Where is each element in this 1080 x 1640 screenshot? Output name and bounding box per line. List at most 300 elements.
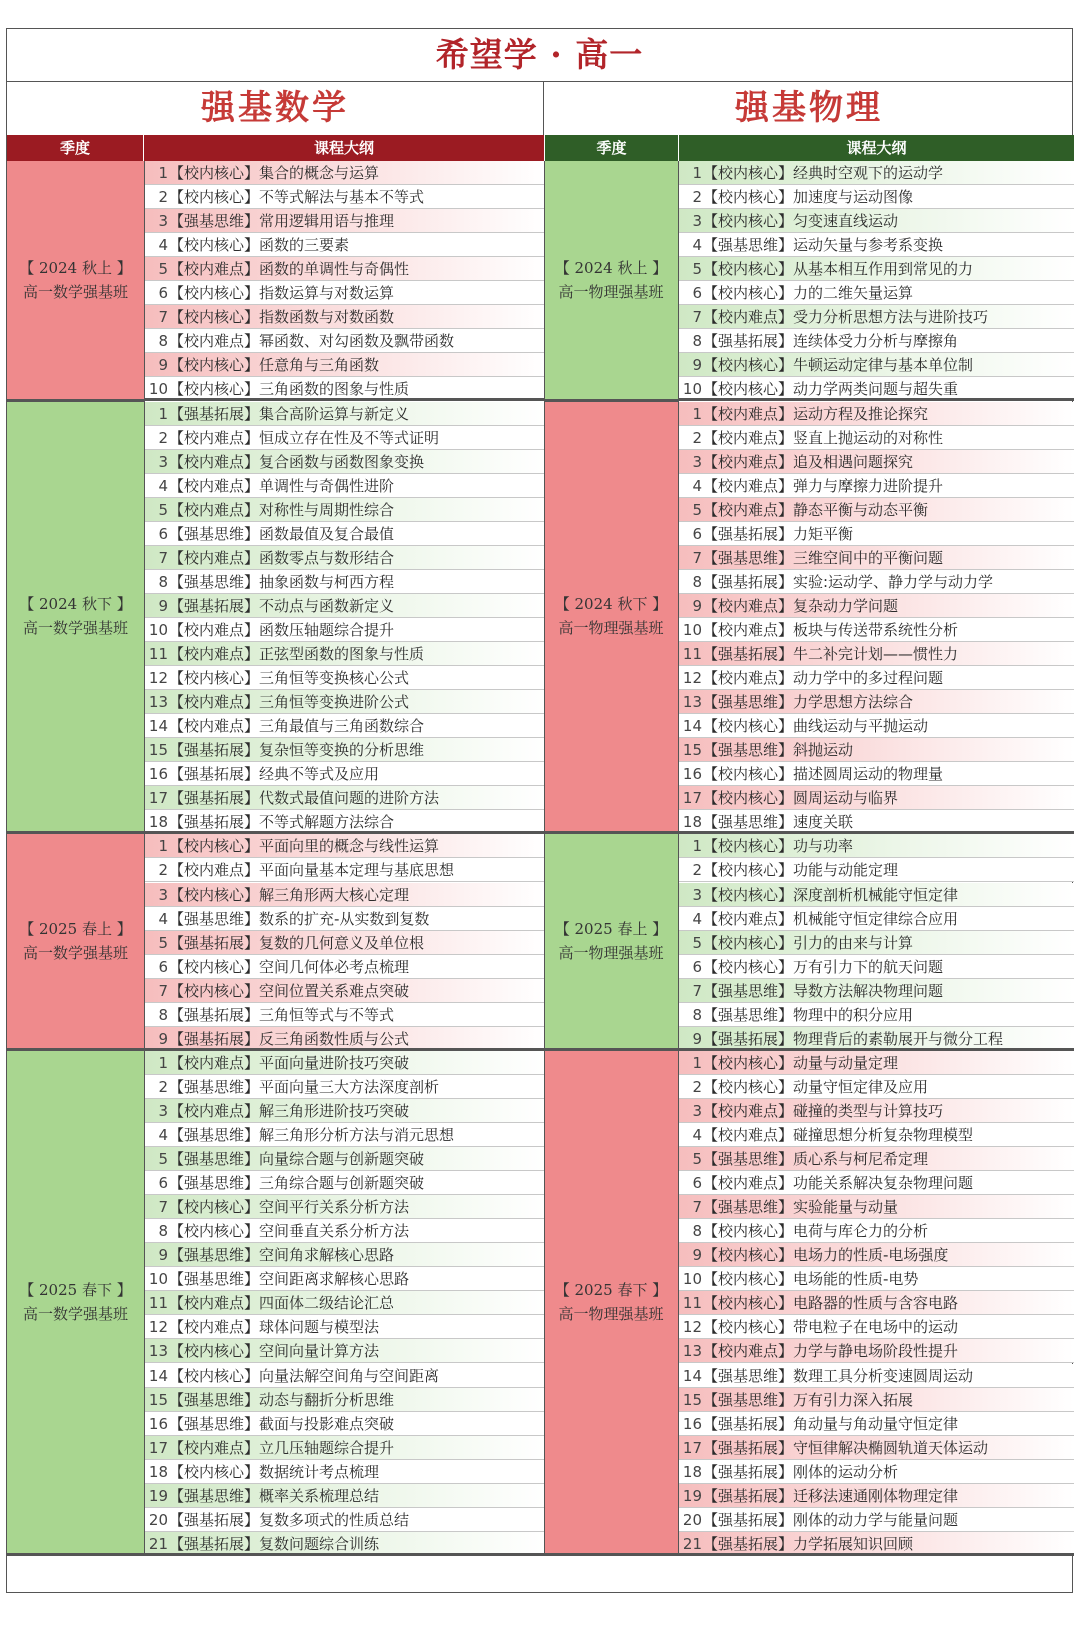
lesson-title: 【校内核心】动力学两类问题与超失重	[703, 380, 959, 399]
math-season-header: 季度	[7, 135, 143, 161]
physics-lesson-row	[678, 498, 1074, 522]
lesson-title: 【校内难点】弹力与摩擦力进阶提升	[703, 476, 944, 495]
lesson-number: 1	[692, 837, 702, 856]
lesson-title: 【强基拓展】不动点与函数新定义	[169, 596, 395, 615]
physics-season-class-name: 高一物理强基班	[558, 282, 664, 301]
lesson-title: 【校内核心】深度剖析机械能守恒定律	[703, 885, 959, 904]
physics-lesson-row	[678, 594, 1074, 618]
lesson-title: 【强基拓展】连续体受力分析与摩擦角	[703, 332, 959, 351]
math-season-term: 【 2025 春上 】	[19, 920, 132, 939]
physics-season-cell	[544, 402, 678, 835]
lesson-number: 10	[148, 1270, 168, 1289]
lesson-title: 【校内核心】加速度与运动图像	[703, 188, 914, 207]
lesson-title: 【强基思维】平面向量三大方法深度剖析	[169, 1077, 440, 1096]
lesson-number: 2	[158, 861, 168, 880]
lesson-number: 9	[158, 596, 168, 615]
lesson-number: 6	[692, 284, 702, 303]
lesson-number: 8	[158, 332, 168, 351]
math-column-divider	[144, 161, 145, 1556]
lesson-title: 【校内核心】空间平行关系分析方法	[169, 1198, 410, 1217]
math-lesson-row	[144, 1267, 544, 1291]
lesson-title: 【校内难点】平面向量进阶技巧突破	[169, 1053, 410, 1072]
lesson-number: 1	[692, 164, 702, 182]
lesson-title: 【校内核心】电场能的性质-电势	[703, 1270, 919, 1289]
lesson-number: 7	[158, 308, 168, 327]
physics-lesson-row	[678, 714, 1074, 738]
math-lesson-row	[144, 161, 544, 185]
lesson-number: 21	[148, 1534, 168, 1553]
lesson-title: 【校内难点】函数的单调性与奇偶性	[169, 260, 410, 279]
lesson-number: 6	[158, 957, 168, 976]
lesson-title: 【校内难点】单调性与奇偶性进阶	[169, 476, 395, 495]
lesson-title: 【校内核心】动量与动量定理	[703, 1053, 899, 1072]
lesson-title: 【校内核心】动量守恒定律及应用	[703, 1077, 929, 1096]
lesson-title: 【强基思维】斜抛运动	[703, 741, 854, 760]
lesson-title: 【强基思维】抽象函数与柯西方程	[169, 572, 395, 591]
lesson-title: 【校内难点】对称性与周期性综合	[169, 500, 395, 519]
physics-lesson-row	[678, 1003, 1074, 1027]
math-lesson-row	[144, 594, 544, 618]
physics-lesson-row	[678, 1243, 1074, 1267]
math-lesson-row	[144, 1243, 544, 1267]
math-lesson-row	[144, 305, 544, 329]
lesson-number: 18	[682, 1462, 702, 1481]
physics-lesson-row	[678, 305, 1074, 329]
math-lesson-row	[144, 185, 544, 209]
lesson-title: 【强基思维】万有引力深入拓展	[703, 1390, 914, 1409]
physics-lesson-row	[678, 1123, 1074, 1147]
math-lesson-row	[144, 907, 544, 931]
lesson-title: 【校内难点】三角最值与三角函数综合	[169, 717, 425, 736]
lesson-title: 【强基思维】实验能量与动量	[703, 1198, 899, 1217]
lesson-number: 15	[682, 741, 702, 760]
lesson-number: 9	[692, 596, 702, 615]
physics-lesson-row	[678, 1436, 1074, 1460]
lesson-number: 3	[692, 212, 702, 231]
lesson-title: 【校内难点】碰撞思想分析复杂物理模型	[703, 1126, 974, 1144]
math-lesson-row	[144, 570, 544, 594]
lesson-number: 8	[692, 1005, 702, 1024]
physics-lesson-row	[678, 257, 1074, 281]
lesson-title: 【校内核心】不等式解法与基本不等式	[169, 188, 425, 207]
lesson-title: 【校内核心】数据统计考点梳理	[169, 1462, 380, 1481]
lesson-number: 7	[158, 548, 168, 567]
lesson-number: 6	[692, 957, 702, 976]
lesson-title: 【强基拓展】复数的几何意义及单位根	[169, 933, 425, 952]
math-lesson-row	[144, 1291, 544, 1315]
lesson-title: 【强基拓展】三角恒等式与不等式	[169, 1005, 395, 1024]
lesson-title: 【校内难点】碰撞的类型与计算技巧	[703, 1101, 944, 1120]
lesson-number: 15	[148, 741, 168, 760]
math-lesson-row	[144, 474, 544, 498]
lesson-title: 【校内核心】指数函数与对数函数	[169, 308, 395, 327]
lesson-title: 【校内核心】函数的三要素	[169, 236, 350, 255]
lesson-number: 2	[692, 428, 702, 447]
lesson-number: 20	[148, 1510, 168, 1529]
lesson-title: 【校内核心】牛顿运动定律与基本单位制	[703, 356, 974, 375]
physics-lesson-row	[678, 1051, 1074, 1075]
lesson-title: 【强基思维】动态与翻折分析思维	[169, 1390, 395, 1409]
math-lesson-row	[144, 858, 544, 882]
physics-lesson-row	[678, 522, 1074, 546]
lesson-number: 8	[692, 332, 702, 351]
math-lesson-row	[144, 522, 544, 546]
physics-lesson-row	[678, 690, 1074, 714]
math-lesson-row	[144, 1532, 544, 1556]
lesson-number: 14	[148, 717, 168, 736]
math-outline-header: 课程大纲	[144, 135, 544, 161]
lesson-title: 【校内核心】向量法解空间角与空间距离	[169, 1366, 440, 1385]
lesson-title: 【强基思维】数理工具分析变速圆周运动	[703, 1366, 974, 1385]
lesson-number: 21	[682, 1534, 702, 1553]
physics-lesson-row	[678, 1460, 1074, 1484]
physics-lesson-row	[678, 570, 1074, 594]
math-lesson-row	[144, 931, 544, 955]
lesson-title: 【强基思维】向量综合题与创新题突破	[169, 1150, 425, 1169]
math-lesson-row	[144, 955, 544, 979]
math-season-class-name: 高一数学强基班	[22, 1304, 128, 1323]
lesson-number: 20	[682, 1510, 702, 1529]
lesson-title: 【校内难点】板块与传送带系统性分析	[703, 620, 959, 639]
lesson-title: 【强基思维】运动矢量与参考系变换	[703, 236, 944, 255]
lesson-title: 【校内核心】任意角与三角函数	[169, 356, 380, 375]
lesson-title: 【校内核心】三角函数的图象与性质	[169, 380, 410, 399]
math-season-cell	[7, 834, 144, 1050]
lesson-title: 【强基拓展】守恒律解决椭圆轨道天体运动	[703, 1438, 989, 1457]
lesson-number: 3	[692, 452, 702, 471]
lesson-number: 13	[682, 693, 702, 712]
lesson-title: 【校内难点】复合函数与函数图象变换	[169, 452, 425, 471]
lesson-title: 【强基思维】空间距离求解核心思路	[169, 1270, 410, 1289]
lesson-title: 【校内难点】正弦型函数的图象与性质	[169, 645, 425, 663]
lesson-title: 【校内核心】空间向量计算方法	[169, 1342, 380, 1361]
math-season-term: 【 2024 秋下 】	[19, 595, 132, 614]
physics-lesson-row	[678, 1027, 1074, 1051]
lesson-title: 【强基拓展】复数问题综合训练	[169, 1534, 380, 1553]
lesson-title: 【校内难点】动力学中的多过程问题	[703, 669, 944, 688]
lesson-number: 14	[682, 1366, 702, 1385]
physics-lesson-row	[678, 546, 1074, 570]
lesson-title: 【校内难点】追及相遇问题探究	[703, 452, 914, 471]
lesson-title: 【校内核心】电荷与库仑力的分析	[703, 1222, 929, 1241]
lesson-title: 【强基拓展】刚体的动力学与能量问题	[703, 1510, 959, 1529]
lesson-title: 【校内核心】空间垂直关系分析方法	[169, 1222, 410, 1241]
physics-lesson-row	[678, 1412, 1074, 1436]
lesson-title: 【强基拓展】角动量与角动量守恒定律	[703, 1414, 959, 1433]
math-lesson-row	[144, 546, 544, 570]
lesson-number: 9	[158, 1246, 168, 1265]
lesson-number: 8	[158, 572, 168, 591]
math-lesson-row	[144, 690, 544, 714]
physics-lesson-row	[678, 1532, 1074, 1556]
lesson-title: 【强基思维】概率关系梳理总结	[169, 1486, 380, 1505]
physics-lesson-row	[678, 474, 1074, 498]
lesson-number: 4	[158, 476, 168, 495]
physics-lesson-row	[678, 1195, 1074, 1219]
lesson-number: 6	[692, 524, 702, 543]
lesson-number: 17	[682, 789, 702, 808]
lesson-number: 14	[682, 717, 702, 736]
physics-lesson-row	[678, 979, 1074, 1003]
lesson-title: 【校内核心】带电粒子在电场中的运动	[703, 1318, 959, 1337]
lesson-number: 7	[692, 981, 702, 1000]
physics-lesson-row	[678, 1339, 1074, 1363]
lesson-number: 17	[148, 789, 168, 808]
physics-lesson-row	[678, 738, 1074, 762]
math-lesson-row	[144, 883, 544, 907]
lesson-title: 【强基思维】质心系与柯尼希定理	[703, 1150, 929, 1169]
physics-season-class-name: 高一物理强基班	[558, 619, 664, 638]
lesson-title: 【校内难点】幂函数、对勾函数及飘带函数	[169, 332, 455, 351]
lesson-title: 【强基思维】三角综合题与创新题突破	[169, 1174, 425, 1193]
physics-season-class-name: 高一物理强基班	[558, 1304, 664, 1323]
lesson-title: 【强基拓展】迁移法速通刚体物理定律	[703, 1486, 959, 1505]
math-lesson-row	[144, 1315, 544, 1339]
physics-outline-header: 课程大纲	[679, 135, 1074, 161]
physics-lesson-row	[678, 185, 1074, 209]
physics-column-divider	[678, 161, 679, 1556]
lesson-number: 13	[148, 1342, 168, 1361]
lesson-number: 16	[148, 765, 168, 784]
lesson-number: 4	[692, 1126, 702, 1144]
lesson-title: 【校内难点】功能关系解决复杂物理问题	[703, 1174, 974, 1193]
lesson-number: 9	[692, 1029, 702, 1048]
math-lesson-row	[144, 209, 544, 233]
physics-lesson-row	[678, 810, 1074, 834]
math-lesson-row	[144, 257, 544, 281]
lesson-number: 1	[158, 1053, 168, 1072]
subject-divider	[544, 161, 545, 1556]
physics-season-header: 季度	[545, 135, 678, 161]
math-lesson-row	[144, 450, 544, 474]
lesson-title: 【强基思维】空间角求解核心思路	[169, 1246, 395, 1265]
lesson-title: 【校内核心】空间位置关系难点突破	[169, 981, 410, 1000]
lesson-title: 【强基思维】函数最值及复合最值	[169, 524, 395, 543]
lesson-number: 1	[158, 404, 168, 423]
physics-lesson-row	[678, 666, 1074, 690]
lesson-number: 5	[692, 260, 702, 279]
math-lesson-row	[144, 642, 544, 666]
lesson-title: 【校内难点】机械能守恒定律综合应用	[703, 909, 959, 928]
math-lesson-row	[144, 834, 544, 858]
lesson-number: 16	[682, 1414, 702, 1433]
lesson-title: 【校内核心】匀变速直线运动	[703, 212, 899, 231]
lesson-number: 7	[158, 1198, 168, 1217]
physics-lesson-row	[678, 402, 1074, 426]
math-lesson-row	[144, 1003, 544, 1027]
lesson-number: 7	[692, 548, 702, 567]
lesson-title: 【强基拓展】实验:运动学、静力学与动力学	[703, 572, 994, 591]
lesson-number: 10	[682, 620, 702, 639]
lesson-title: 【校内核心】集合的概念与运算	[169, 164, 380, 182]
physics-lesson-row	[678, 1484, 1074, 1508]
lesson-title: 【校内核心】解三角形两大核心定理	[169, 885, 410, 904]
lesson-title: 【校内核心】万有引力下的航天问题	[703, 957, 944, 976]
lesson-title: 【强基拓展】力矩平衡	[703, 524, 854, 543]
lesson-title: 【校内难点】函数零点与数形结合	[169, 548, 395, 567]
lesson-title: 【校内难点】三角恒等变换进阶公式	[169, 693, 410, 712]
lesson-title: 【强基思维】物理中的积分应用	[703, 1005, 914, 1024]
lesson-number: 6	[158, 524, 168, 543]
math-lesson-row	[144, 666, 544, 690]
lesson-title: 【校内难点】解三角形进阶技巧突破	[169, 1101, 410, 1120]
lesson-title: 【校内难点】竖直上抛运动的对称性	[703, 428, 944, 447]
math-lesson-row	[144, 1027, 544, 1051]
lesson-number: 18	[148, 1462, 168, 1481]
math-lesson-row	[144, 426, 544, 450]
physics-lesson-row	[678, 642, 1074, 666]
physics-lesson-row	[678, 209, 1074, 233]
math-lesson-row	[144, 498, 544, 522]
physics-lesson-row	[678, 1099, 1074, 1123]
lesson-title: 【强基思维】解三角形分析方法与消元思想	[169, 1126, 455, 1144]
physics-lesson-row	[678, 1291, 1074, 1315]
physics-lesson-row	[678, 329, 1074, 353]
lesson-number: 3	[158, 452, 168, 471]
lesson-title: 【强基拓展】复数多项式的性质总结	[169, 1510, 410, 1529]
physics-lesson-row	[678, 1267, 1074, 1291]
lesson-title: 【强基拓展】复杂恒等变换的分析思维	[169, 741, 425, 760]
lesson-title: 【强基思维】速度关联	[703, 813, 854, 832]
lesson-number: 3	[692, 885, 702, 904]
physics-lesson-row	[678, 281, 1074, 305]
page-title: 希望学 · 高一	[7, 29, 1072, 82]
lesson-title: 【强基思维】三维空间中的平衡问题	[703, 548, 944, 567]
math-season-class-name: 高一数学强基班	[22, 282, 128, 301]
physics-lesson-row	[678, 377, 1074, 401]
physics-lesson-row	[678, 786, 1074, 810]
math-lesson-row	[144, 1099, 544, 1123]
lesson-number: 4	[692, 236, 702, 255]
lesson-number: 6	[692, 1174, 702, 1193]
lesson-number: 2	[692, 1077, 702, 1096]
lesson-number: 8	[692, 572, 702, 591]
lesson-number: 6	[158, 1174, 168, 1193]
math-lesson-row	[144, 1051, 544, 1075]
lesson-number: 1	[692, 404, 702, 423]
math-lesson-row	[144, 1364, 544, 1388]
lesson-number: 16	[682, 765, 702, 784]
physics-lesson-row	[678, 1171, 1074, 1195]
physics-season-term: 【 2024 秋下 】	[554, 595, 668, 614]
lesson-title: 【强基拓展】牛二补完计划——惯性力	[703, 645, 959, 663]
lesson-number: 12	[148, 669, 168, 688]
lesson-number: 4	[158, 1126, 168, 1144]
lesson-title: 【强基思维】常用逻辑用语与推理	[169, 212, 395, 231]
lesson-number: 15	[682, 1390, 702, 1409]
lesson-number: 18	[682, 813, 702, 832]
lesson-number: 5	[158, 1150, 168, 1169]
lesson-title: 【校内核心】空间几何体必考点梳理	[169, 957, 410, 976]
lesson-title: 【校内核心】电路器的性质与含容电路	[703, 1294, 959, 1313]
lesson-title: 【校内难点】恒成立存在性及不等式证明	[169, 428, 440, 447]
lesson-title: 【校内难点】静态平衡与动态平衡	[703, 500, 929, 519]
math-season-term: 【 2025 春下 】	[19, 1280, 132, 1299]
physics-season-term: 【 2025 春下 】	[554, 1280, 668, 1299]
lesson-number: 13	[682, 1342, 702, 1361]
lesson-title: 【强基拓展】集合高阶运算与新定义	[169, 404, 410, 423]
lesson-number: 4	[158, 909, 168, 928]
lesson-number: 7	[692, 1198, 702, 1217]
physics-lesson-row	[678, 1147, 1074, 1171]
lesson-number: 8	[158, 1222, 168, 1241]
physics-lesson-row	[678, 1508, 1074, 1532]
math-season-class-name: 高一数学强基班	[22, 944, 128, 963]
lesson-title: 【强基思维】导数方法解决物理问题	[703, 981, 944, 1000]
lesson-title: 【强基拓展】反三角函数性质与公式	[169, 1029, 410, 1048]
lesson-number: 5	[692, 933, 702, 952]
physics-lesson-row	[678, 883, 1074, 907]
math-lesson-row	[144, 738, 544, 762]
lesson-number: 16	[148, 1414, 168, 1433]
lesson-title: 【强基拓展】代数式最值问题的进阶方法	[169, 789, 440, 808]
lesson-title: 【校内核心】功能与动能定理	[703, 861, 899, 880]
physics-lesson-row	[678, 955, 1074, 979]
math-lesson-row	[144, 1339, 544, 1363]
lesson-number: 3	[158, 212, 168, 231]
physics-lesson-row	[678, 426, 1074, 450]
lesson-title: 【校内核心】功与功率	[703, 837, 854, 856]
lesson-title: 【校内难点】函数压轴题综合提升	[169, 620, 395, 639]
lesson-title: 【校内难点】运动方程及推论探究	[703, 404, 929, 423]
lesson-number: 11	[148, 645, 168, 663]
lesson-title: 【校内难点】受力分析思想方法与进阶技巧	[703, 308, 989, 327]
lesson-title: 【校内难点】平面向量基本定理与基底思想	[169, 861, 455, 880]
lesson-title: 【校内难点】四面体二级结论汇总	[169, 1294, 395, 1313]
lesson-title: 【校内难点】力学与静电场阶段性提升	[703, 1342, 959, 1361]
lesson-title: 【校内核心】电场力的性质-电场强度	[703, 1246, 949, 1265]
lesson-number: 6	[158, 284, 168, 303]
math-lesson-row	[144, 618, 544, 642]
math-lesson-row	[144, 762, 544, 786]
lesson-number: 14	[148, 1366, 168, 1385]
lesson-number: 10	[682, 380, 702, 399]
lesson-number: 13	[148, 693, 168, 712]
math-lesson-row	[144, 1508, 544, 1532]
lesson-number: 1	[158, 837, 168, 856]
lesson-title: 【强基拓展】物理背后的素勒展开与微分工程	[703, 1029, 1004, 1048]
lesson-number: 7	[692, 308, 702, 327]
lesson-title: 【校内难点】复杂动力学问题	[703, 596, 899, 615]
physics-season-term: 【 2025 春上 】	[554, 920, 668, 939]
math-lesson-row	[144, 810, 544, 834]
math-season-cell	[7, 402, 144, 835]
physics-lesson-row	[678, 233, 1074, 257]
math-lesson-row	[144, 402, 544, 426]
lesson-number: 3	[158, 885, 168, 904]
lesson-number: 5	[158, 933, 168, 952]
math-season-term: 【 2024 秋上 】	[19, 258, 132, 277]
lesson-number: 2	[158, 1077, 168, 1096]
math-lesson-row	[144, 1484, 544, 1508]
lesson-number: 7	[158, 981, 168, 1000]
physics-lesson-row	[678, 1219, 1074, 1243]
physics-lesson-row	[678, 1364, 1074, 1388]
lesson-number: 2	[692, 861, 702, 880]
lesson-number: 2	[158, 428, 168, 447]
math-lesson-row	[144, 1171, 544, 1195]
math-lesson-row	[144, 233, 544, 257]
lesson-number: 19	[682, 1486, 702, 1505]
lesson-number: 9	[158, 356, 168, 375]
lesson-number: 1	[692, 1053, 702, 1072]
physics-season-cell	[544, 1051, 678, 1556]
physics-season-cell	[544, 834, 678, 1050]
physics-lesson-row	[678, 450, 1074, 474]
lesson-title: 【强基思维】力学思想方法综合	[703, 693, 914, 712]
lesson-title: 【校内难点】球体问题与模型法	[169, 1318, 380, 1337]
math-lesson-row	[144, 1219, 544, 1243]
